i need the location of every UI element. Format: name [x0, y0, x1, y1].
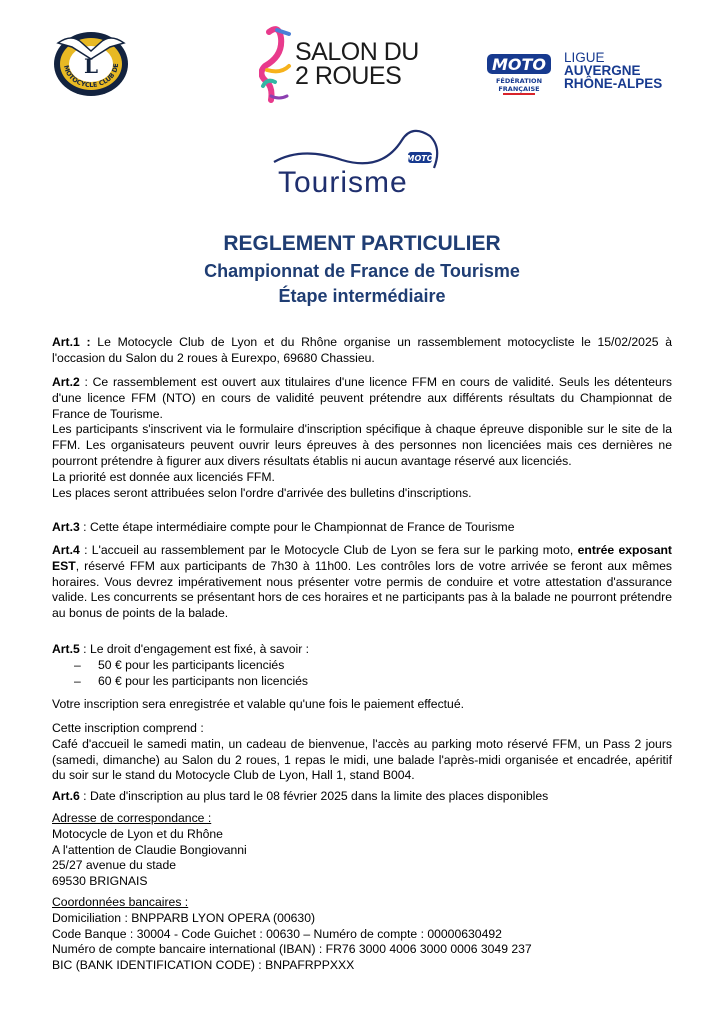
ligue-line3: RHÔNE-ALPES — [564, 76, 663, 91]
article-4: Art.4 : L'accueil au rassemblement par le Motocycle Club de Lyon se fera sur le parking moto, entrée exposant EST, réservé FFM aux participants de 7h30 à 11h00. Les contrôles lors de votre arrivée se feront aux mêmes horaires. Vous devrez impérativement nous présenter votre permis de conduire et votre attestation d'assurance valide. Les concurrents se présentant hors de ces horaires et ne participants pas à la balade ne pourront prétendre au bonus de points de la balade. — [52, 543, 672, 621]
payment-note: Votre inscription sera enregistrée et valable qu'une fois le paiement effectué. — [52, 697, 464, 711]
page-title: REGLEMENT PARTICULIER — [223, 232, 501, 255]
svg-text:FÉDÉRATION: FÉDÉRATION — [495, 77, 543, 85]
article-2-p2: Les participants s'inscrivent via le formulaire d'inscription spécifique à chaque épreuve disponible sur le site de la FFM. Les organisateurs peuvent ouvrir leurs épreuves à des personnes non licenciées mais ces dernières ne pourront prétendre à figurer aux divers résultats établis ni aucun avantage réservé aux licenciés. — [52, 422, 672, 468]
tourisme-word: Tourisme — [278, 166, 408, 199]
ffm-ligue-logo — [485, 50, 685, 100]
correspondence-address: Adresse de correspondance : Motocycle de Lyon et du Rhône A l'attention de Claudie Bongiovanni 25/27 avenue du stade 69530 BRIGNAIS — [52, 811, 672, 890]
article-5: Art.5 : Le droit d'engagement est fixé, à savoir : – 50 € pour les participants licenciés – 60 € pour les participants non licenciés — [52, 642, 672, 689]
bank-heading: Coordonnées bancaires : — [52, 895, 189, 909]
tourisme-logo — [272, 118, 442, 210]
ffm-badge-text: MOTO — [491, 55, 547, 74]
salon-line2: 2 ROUES — [295, 62, 402, 90]
address-heading: Adresse de correspondance : — [52, 811, 212, 825]
salon-line1: SALON DU — [295, 38, 419, 66]
ligue-line1: LIGUE — [564, 50, 605, 65]
page-subtitle-1: Championnat de France de Tourisme — [204, 261, 520, 281]
club-center-letter: L — [83, 54, 99, 78]
article-2-p4: Les places seront attribuées selon l'ordre d'arrivée des bulletins d'inscriptions. — [52, 485, 472, 500]
article-2-p3: La priorité est donnée aux licenciés FFM. — [52, 469, 275, 484]
svg-text:FRANÇAISE: FRANÇAISE — [498, 85, 540, 93]
page-subtitle-2: Étape intermédiaire — [278, 286, 446, 306]
article-3: Art.3 : Cette étape intermédiaire compte pour le Championnat de France de Tourisme — [52, 520, 515, 534]
ligue-line2: AUVERGNE — [564, 63, 641, 78]
inscription-includes: Cette inscription comprend : Café d'accueil le samedi matin, un cadeau de bienvenue, l'accès au parking moto réservé FFM, un Pass 2 jours (samedi, dimanche) au Salon du 2 roues, 1 repas le midi, une balade l'après-midi organisée et encadrée, apéritif du soir sur le stand du Motocycle Club de Lyon, Hall 1, stand B004. — [52, 721, 672, 783]
list-item: – 60 € pour les participants non licenciés — [74, 673, 309, 688]
article-1: Art.1 : Le Motocycle Club de Lyon et du Rhône organise un rassemblement motocycliste le 15/02/2025 à l'occasion du Salon du 2 roues à Eurexpo, 69680 Chassieu. — [52, 335, 673, 365]
article-2: Art.2 : Ce rassemblement est ouvert aux titulaires d'une licence FFM en cours de validité. Seuls les détenteurs d'une licence FFM (NTO) en cours de validité peuvent prétendre aux différents résultats du Championnat de France de Tourisme. Les participants s'inscrivent via le formulaire d'inscription spécifique à chaque épreuve disponible sur le site de la FFM. Les organisateurs peuvent ouvrir leurs épreuves à des personnes non licenciées mais ces dernières ne pourront prétendre à figurer aux divers résultats établis ni aucun avantage réservé aux licenciés. La priorité est donnée aux licenciés FFM. Les places seront attribuées selon l'ordre d'arrivée des bulletins d'inscriptions. — [52, 375, 672, 500]
motocycle-club-lyon-logo — [52, 29, 130, 97]
article-6: Art.6 : Date d'inscription au plus tard le 08 février 2025 dans la limite des places disponibles — [52, 789, 549, 803]
svg-text:MOTOCYCLE CLUB DE LYON: MOTOCYCLE CLUB DE — [61, 63, 121, 90]
bank-details: Coordonnées bancaires : Domiciliation : BNPPARB LYON OPERA (00630) Code Banque : 30004 - Code Guichet : 00630 – Numéro de compte : 00000630492 Numéro de compte bancaire international (IBAN) : FR76 3000 4006 3000 0006 3049 237 BIC (BANK IDENTIFICATION CODE) : BNPAFRPPXXX — [52, 895, 672, 974]
list-item: – 50 € pour les participants licenciés — [74, 657, 285, 672]
salon-du-2-roues-logo — [259, 26, 419, 108]
tourisme-badge: MOTO — [406, 154, 434, 163]
